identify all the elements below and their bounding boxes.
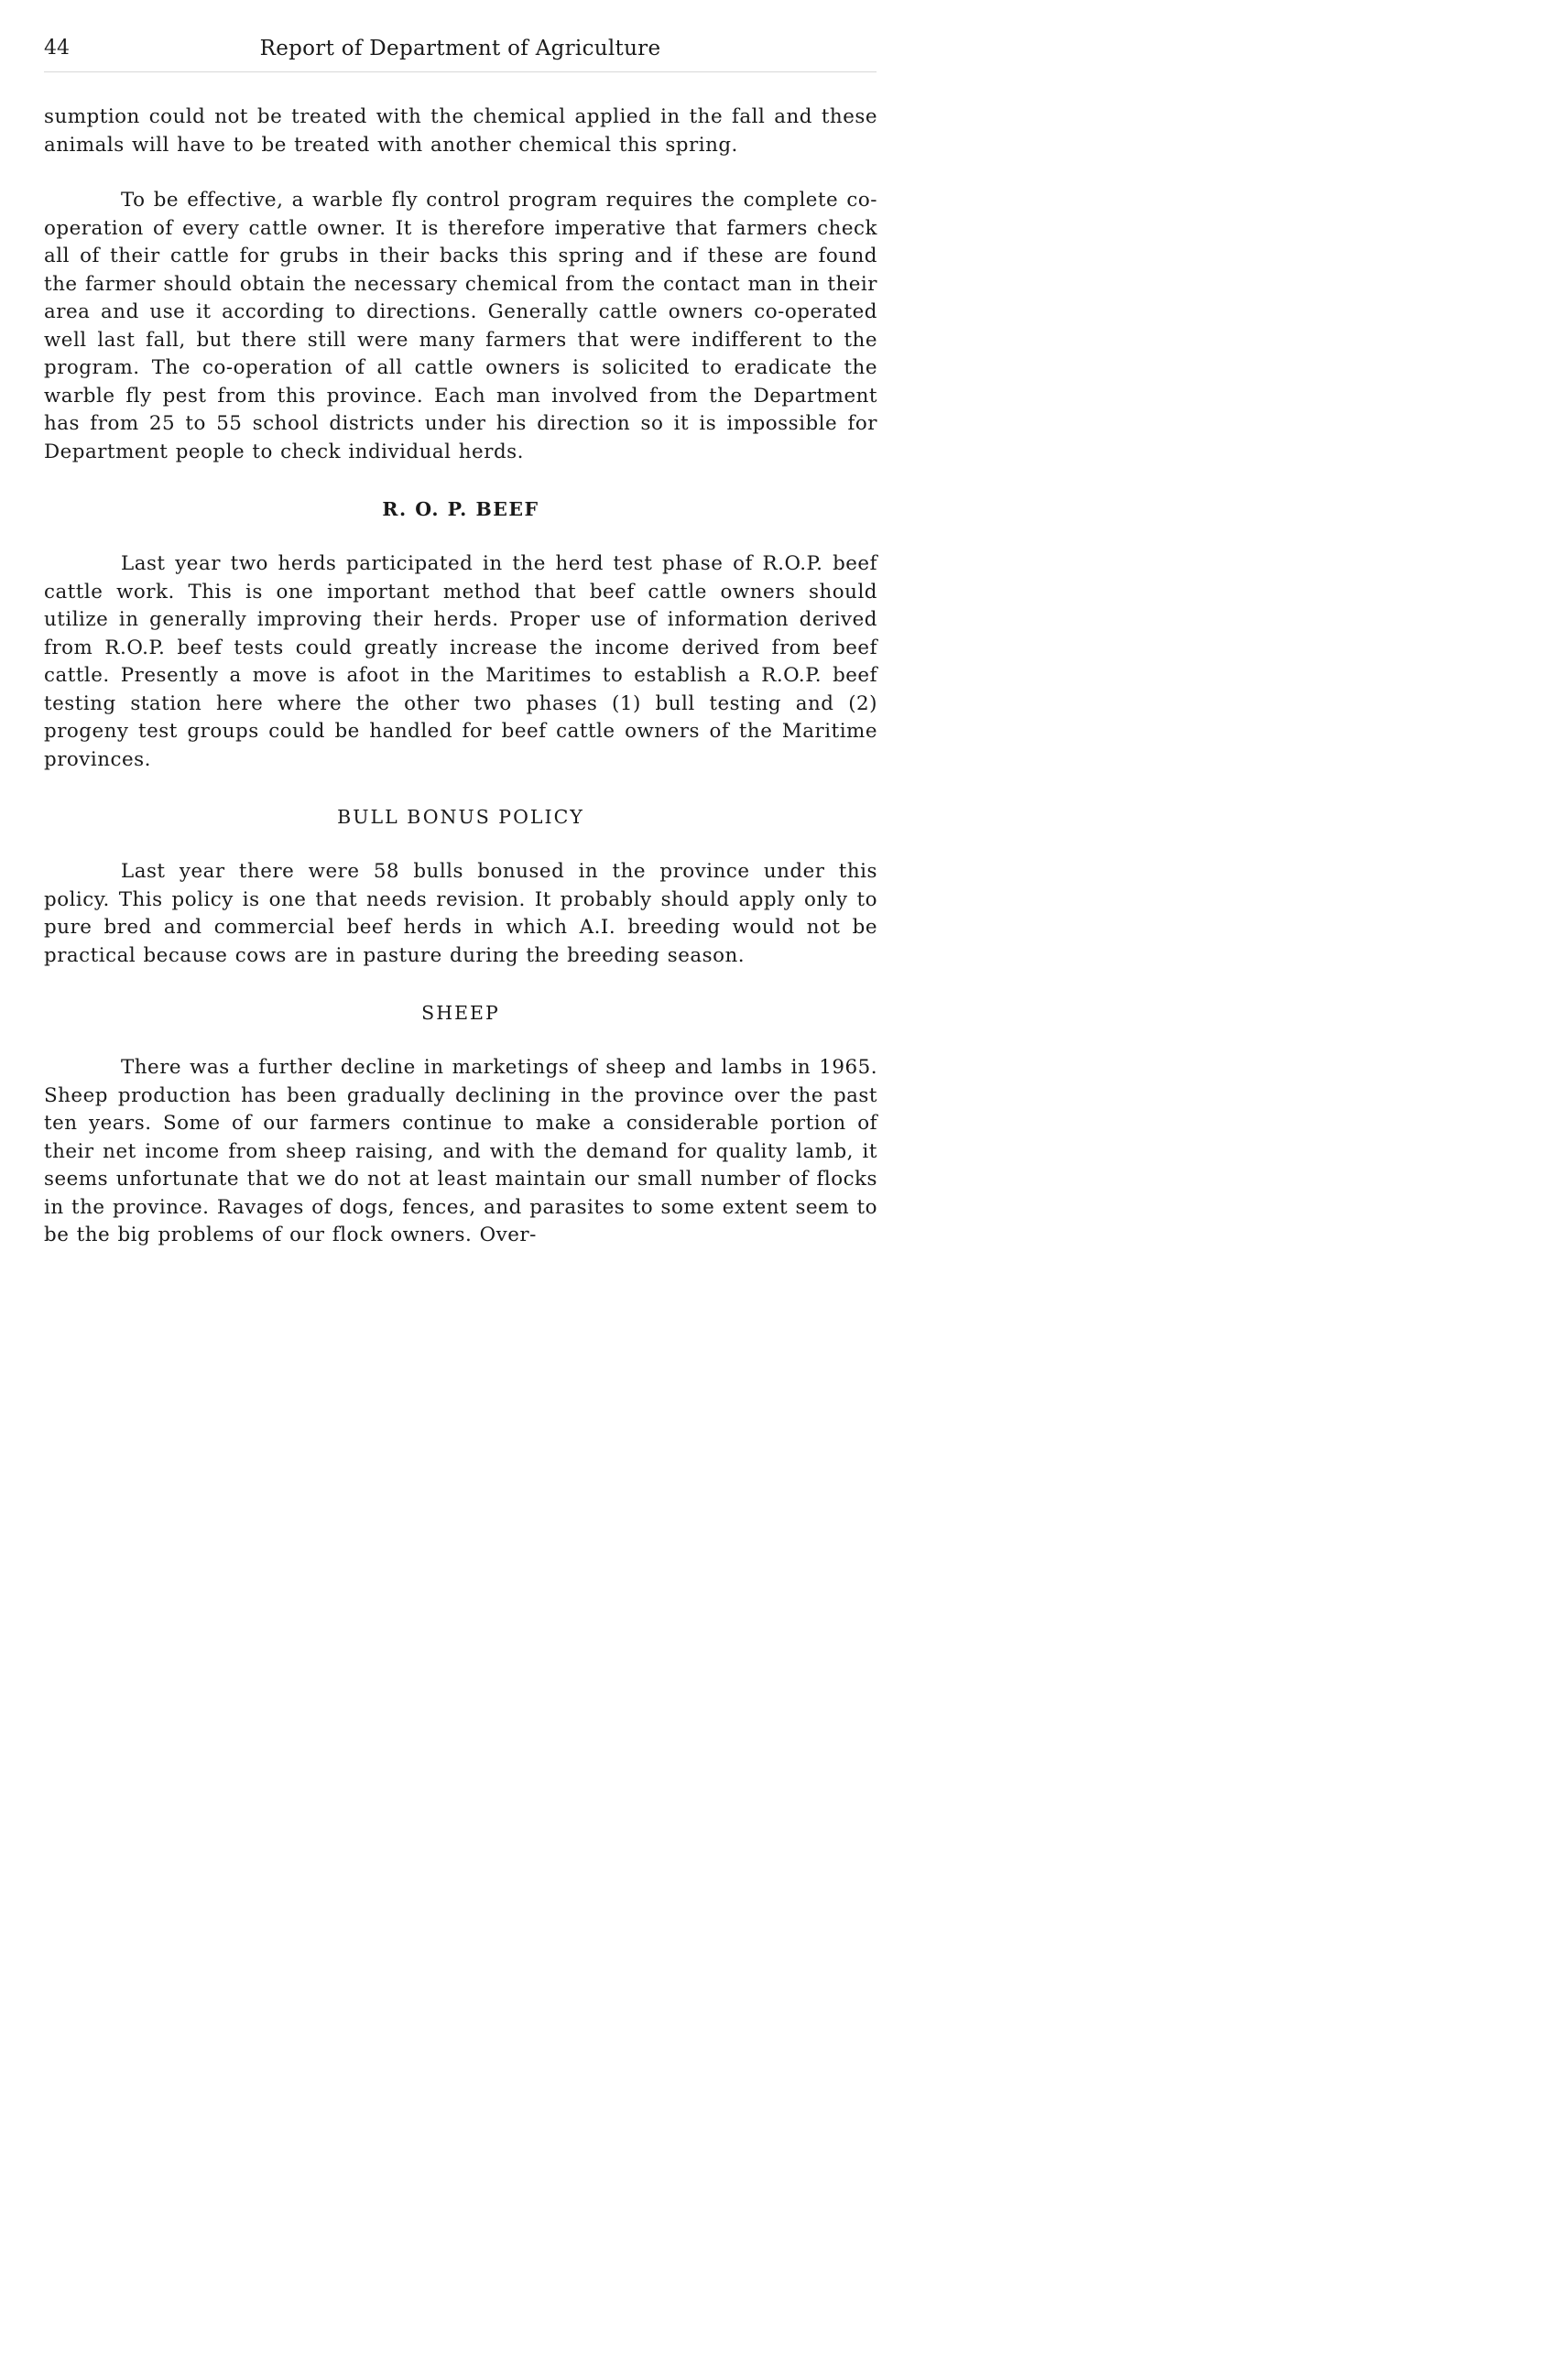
page-header	[44, 37, 877, 68]
document-page	[0, 0, 950, 1436]
rop-beef-paragraph: Last year two herds participated in the herd test phase of R.O.P. beef cattle work. This is one important method that beef cattle owners should utilize in generally improving their herds. Proper use of information derived from R.O.P. beef tests could greatly increase the income derived from beef cattle. Presently a move is afoot in the Maritimes to establish a R.O.P. beef testing station here where the other two phases (1) bull testing and (2) progeny test groups could be handled for beef cattle owners of the Maritime provinces.	[44, 552, 877, 771]
sheep-paragraph: There was a further decline in marketings of sheep and lambs in 1965. Sheep production has been gradually declining in the province over the past ten years. Some of our farmers continue to make a considerable portion of their net income from sheep raising, and with the demand for quality lamb, it seems unfortunate that we do not at least maintain our small number of flocks in the province. Ravages of dogs, fences, and parasites to some extent seem to be the big problems of our flock owners. Over-	[44, 1056, 877, 1246]
body-text	[44, 103, 877, 1250]
section-heading-sheep: SHEEP	[421, 1002, 500, 1024]
header-divider	[44, 71, 877, 72]
warble-fly-paragraph: To be effective, a warble fly control program requires the complete co-operation of every cattle owner. It is therefore imperative that farmers check all of their cattle for grubs in their backs this spring and if these are found the farmer should obtain the necessary chemical from the contact man in their area and use it according to directions. Generally cattle owners co-operated well last fall, but there still were many farmers that were indifferent to the program. The co-operation of all cattle owners is solicited to eradicate the warble fly pest from this province. Each man involved from the Department has from 25 to 55 school districts under his direction so it is impossible for Department people to check individual herds.	[44, 189, 877, 463]
page-number: 44	[44, 37, 70, 60]
intro-paragraph: sumption could not be treated with the chemical applied in the fall and these animals will have to be treated with another chemical this spring.	[44, 105, 877, 157]
section-heading-rop-beef: R. O. P. BEEF	[382, 498, 539, 520]
section-heading-bull-bonus-policy: BULL BONUS POLICY	[337, 806, 584, 828]
running-title: Report of Department of Agriculture	[259, 37, 661, 60]
bull-bonus-paragraph: Last year there were 58 bulls bonused in the province under this policy. This policy is one that needs revision. It probably should apply only to pure bred and commercial beef herds in which A.I. breeding would not be practical because cows are in pasture during the breeding season.	[44, 860, 877, 967]
